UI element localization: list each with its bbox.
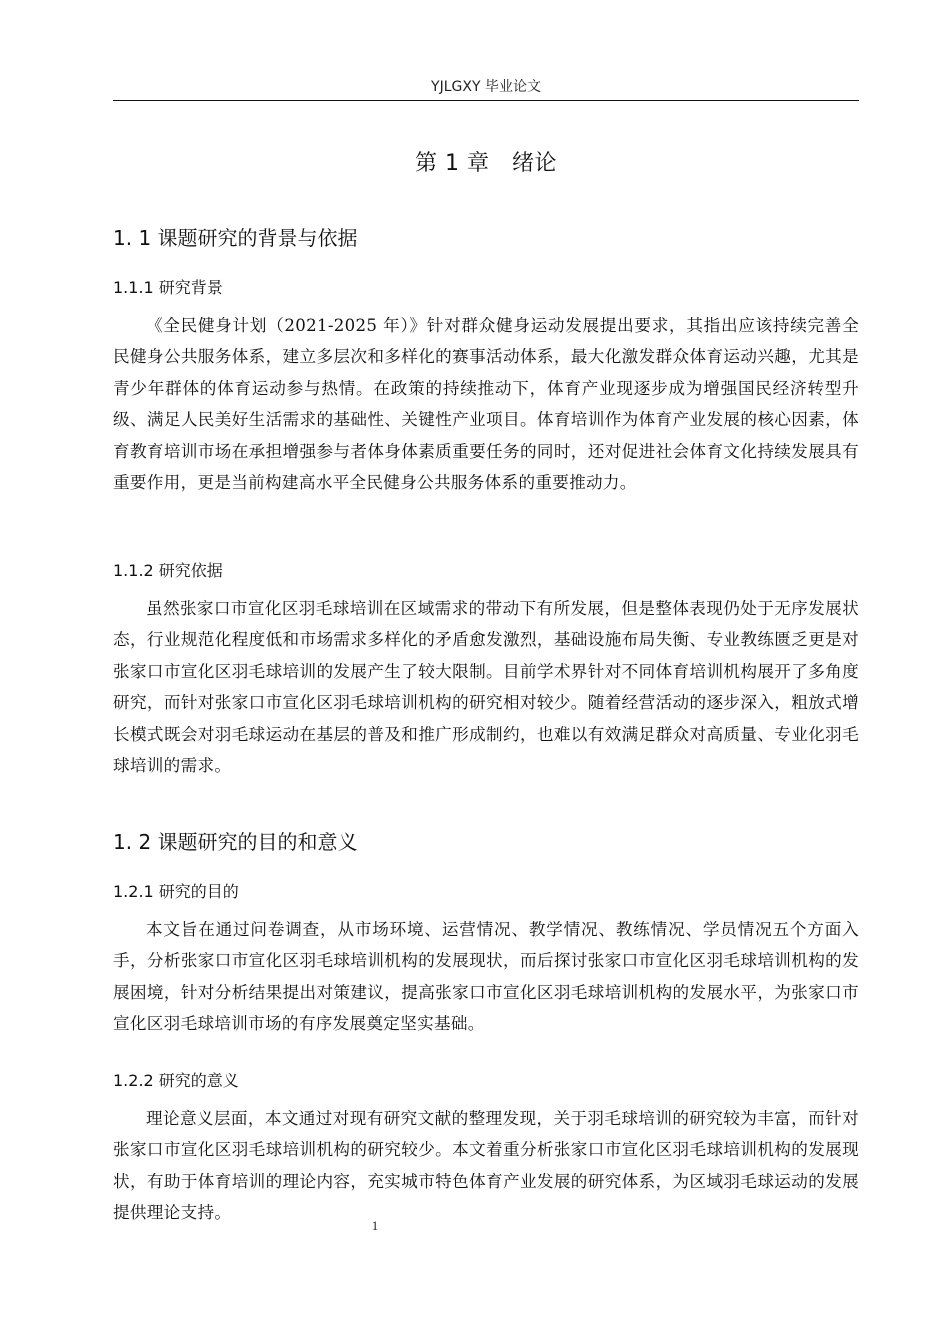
header-rule [113,100,859,101]
subsection-heading-1-1-1: 1.1.1 研究背景 [113,278,223,297]
subsection-heading-1-1-2: 1.1.2 研究依据 [113,561,223,580]
subsection-heading-1-2-1: 1.2.1 研究的目的 [113,882,239,901]
paragraph-research-significance: 理论意义层面，本文通过对现有研究文献的整理发现，关于羽毛球培训的研究较为丰富，而针对张家口市宣化区羽毛球培训机构的研究较少。本文着重分析张家口市宣化区羽毛球培训机构的发展现状，有助于体育培训的理论内容，充实城市特色体育产业发展的研究体系，为区域羽毛球运动的发展提供理论支持。 [113,1109,859,1223]
paragraph-research-background: 《全民健身计划（2021-2025 年）》针对群众健身运动发展提出要求，其指出应该持续完善全民健身公共服务体系，建立多层次和多样化的赛事活动体系，最大化激发群众体育运动兴趣，尤其是青少年群体的体育运动参与热情。在政策的持续推动下，体育产业现逐步成为增强国民经济转型升级、满足人民美好生活需求的基础性、关键性产业项目。体育培训作为体育产业发展的核心因素，体育教育培训市场在承担增强参与者体身体素质重要任务的同时，还对促进社会体育文化持续发展具有重要作用，更是当前构建高水平全民健身公共服务体系的重要推动力。 [113,316,859,493]
section-heading-1-1: 1. 1 课题研究的背景与依据 [113,226,358,250]
section-heading-1-2: 1. 2 课题研究的目的和意义 [113,830,358,854]
subsection-heading-1-2-2: 1.2.2 研究的意义 [113,1071,239,1090]
paragraph-research-purpose: 本文旨在通过问卷调查，从市场环境、运营情况、教学情况、教练情况、学员情况五个方面入手，分析张家口市宣化区羽毛球培训机构的发展现状，而后探讨张家口市宣化区羽毛球培训机构的发展困境，针对分析结果提出对策建议，提高张家口市宣化区羽毛球培训机构的发展水平，为张家口市宣化区羽毛球培训市场的有序发展奠定坚实基础。 [113,920,859,1034]
paragraph-research-basis: 虽然张家口市宣化区羽毛球培训在区域需求的带动下有所发展，但是整体表现仍处于无序发展状态，行业规范化程度低和市场需求多样化的矛盾愈发激烈，基础设施布局失衡、专业教练匮乏更是对张家口市宣化区羽毛球培训的发展产生了较大限制。目前学术界针对不同体育培训机构展开了多角度研究，而针对张家口市宣化区羽毛球培训机构的研究相对较少。随着经营活动的逐步深入，粗放式增长模式既会对羽毛球运动在基层的普及和推广形成制约，也难以有效满足群众对高质量、专业化羽毛球培训的需求。 [113,599,859,776]
page-number: 1 [371,1218,379,1233]
running-header: YJLGXY 毕业论文 [431,79,541,95]
chapter-title: 第 1 章 绪论 [415,151,557,176]
